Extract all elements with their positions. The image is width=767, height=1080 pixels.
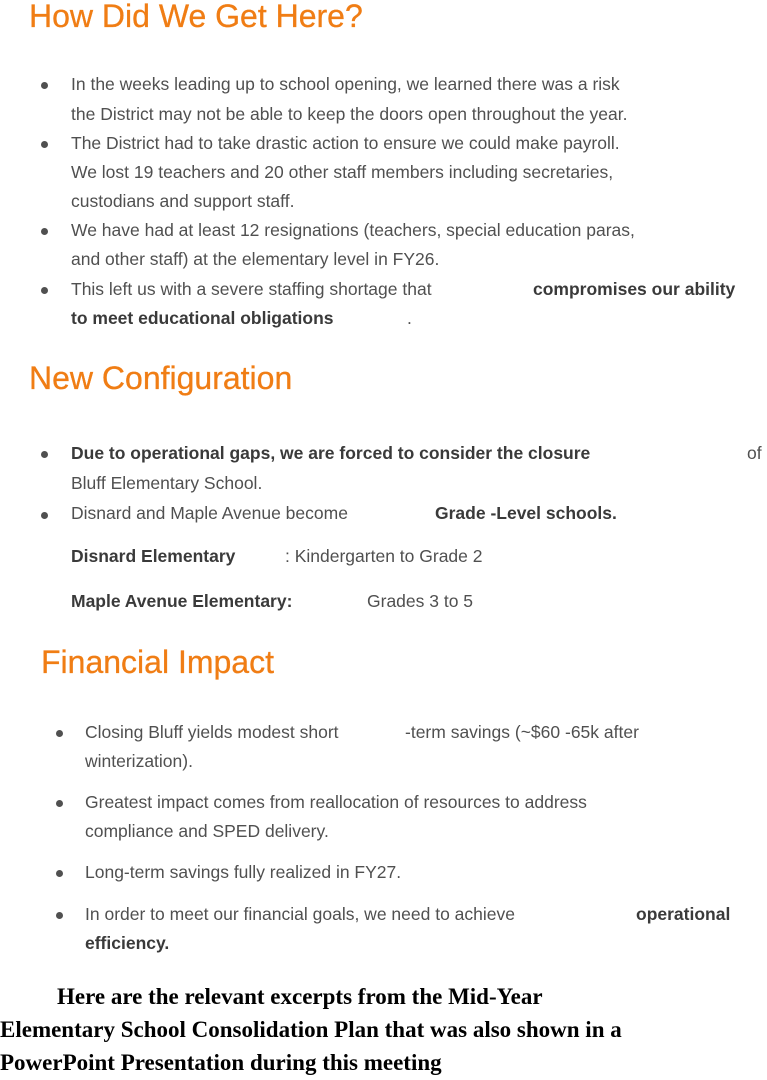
bullet-text: compliance and SPED delivery. [85,821,329,841]
bullet-dot [41,512,48,519]
bullet-text: of [747,443,762,463]
bullet-text: -term savings (~$60 -65k after [405,722,639,742]
bullet-text-bold: compromises our ability [533,279,736,299]
bullet-text: and other staff) at the elementary level in FY26. [71,249,440,269]
school-grades-maple: Grades 3 to 5 [367,591,474,611]
bullet-text: Disnard and Maple Avenue become [71,503,348,523]
bullet-dot [41,287,48,294]
bullet-text: Closing Bluff yields modest short [85,722,339,742]
bullet-dot [56,912,63,919]
caption-line: Here are the relevant excerpts from the Mid-Year [57,984,543,1009]
school-grades-disnard: : Kindergarten to Grade 2 [285,546,483,566]
bullet-text: Greatest impact comes from reallocation of resources to address [85,792,587,812]
bullet-text: We have had at least 12 resignations (teachers, special education paras, [71,220,635,240]
section-title-new-configuration: New Configuration [29,360,293,396]
bullet-dot [41,228,48,235]
school-name-maple: Maple Avenue Elementary: [71,591,293,611]
bullet-dot [56,870,63,877]
caption-line: PowerPoint Presentation during this meeting [0,1050,442,1075]
section-title-how-did-we-get-here: How Did We Get Here? [29,0,363,34]
school-name-disnard: Disnard Elementary [71,546,236,566]
bullet-text: In the weeks leading up to school opening, we learned there was a risk [71,74,620,94]
bullet-dot [41,141,48,148]
bullet-dot [41,82,48,89]
section-title-financial-impact: Financial Impact [41,644,274,680]
bullet-text: . [407,308,412,328]
bullet-text: winterization). [85,751,193,771]
bullet-text: This left us with a severe staffing shortage that [71,279,432,299]
bullet-dot [41,451,48,458]
bullet-text-bold: operational [636,904,731,924]
bullet-text-bold: efficiency. [85,933,170,953]
bullet-text-bold: to meet educational obligations [71,308,334,328]
caption-line: Elementary School Consolidation Plan that was also shown in a [0,1017,622,1042]
bullet-text: Long-term savings fully realized in FY27. [85,862,402,882]
bullet-text-bold: Grade -Level schools. [435,503,617,523]
bullet-text: custodians and support staff. [71,191,295,211]
bullet-text: The District had to take drastic action to ensure we could make payroll. [71,133,620,153]
bullet-text-bold: Due to operational gaps, we are forced to consider the closure [71,443,591,463]
bullet-dot [56,730,63,737]
bullet-text: In order to meet our financial goals, we need to achieve [85,904,515,924]
bullet-text: Bluff Elementary School. [71,473,263,493]
bullet-text: the District may not be able to keep the doors open throughout the year. [71,104,628,124]
caption [0,980,767,1079]
bullet-text: We lost 19 teachers and 20 other staff members including secretaries, [71,162,614,182]
bullet-dot [56,800,63,807]
